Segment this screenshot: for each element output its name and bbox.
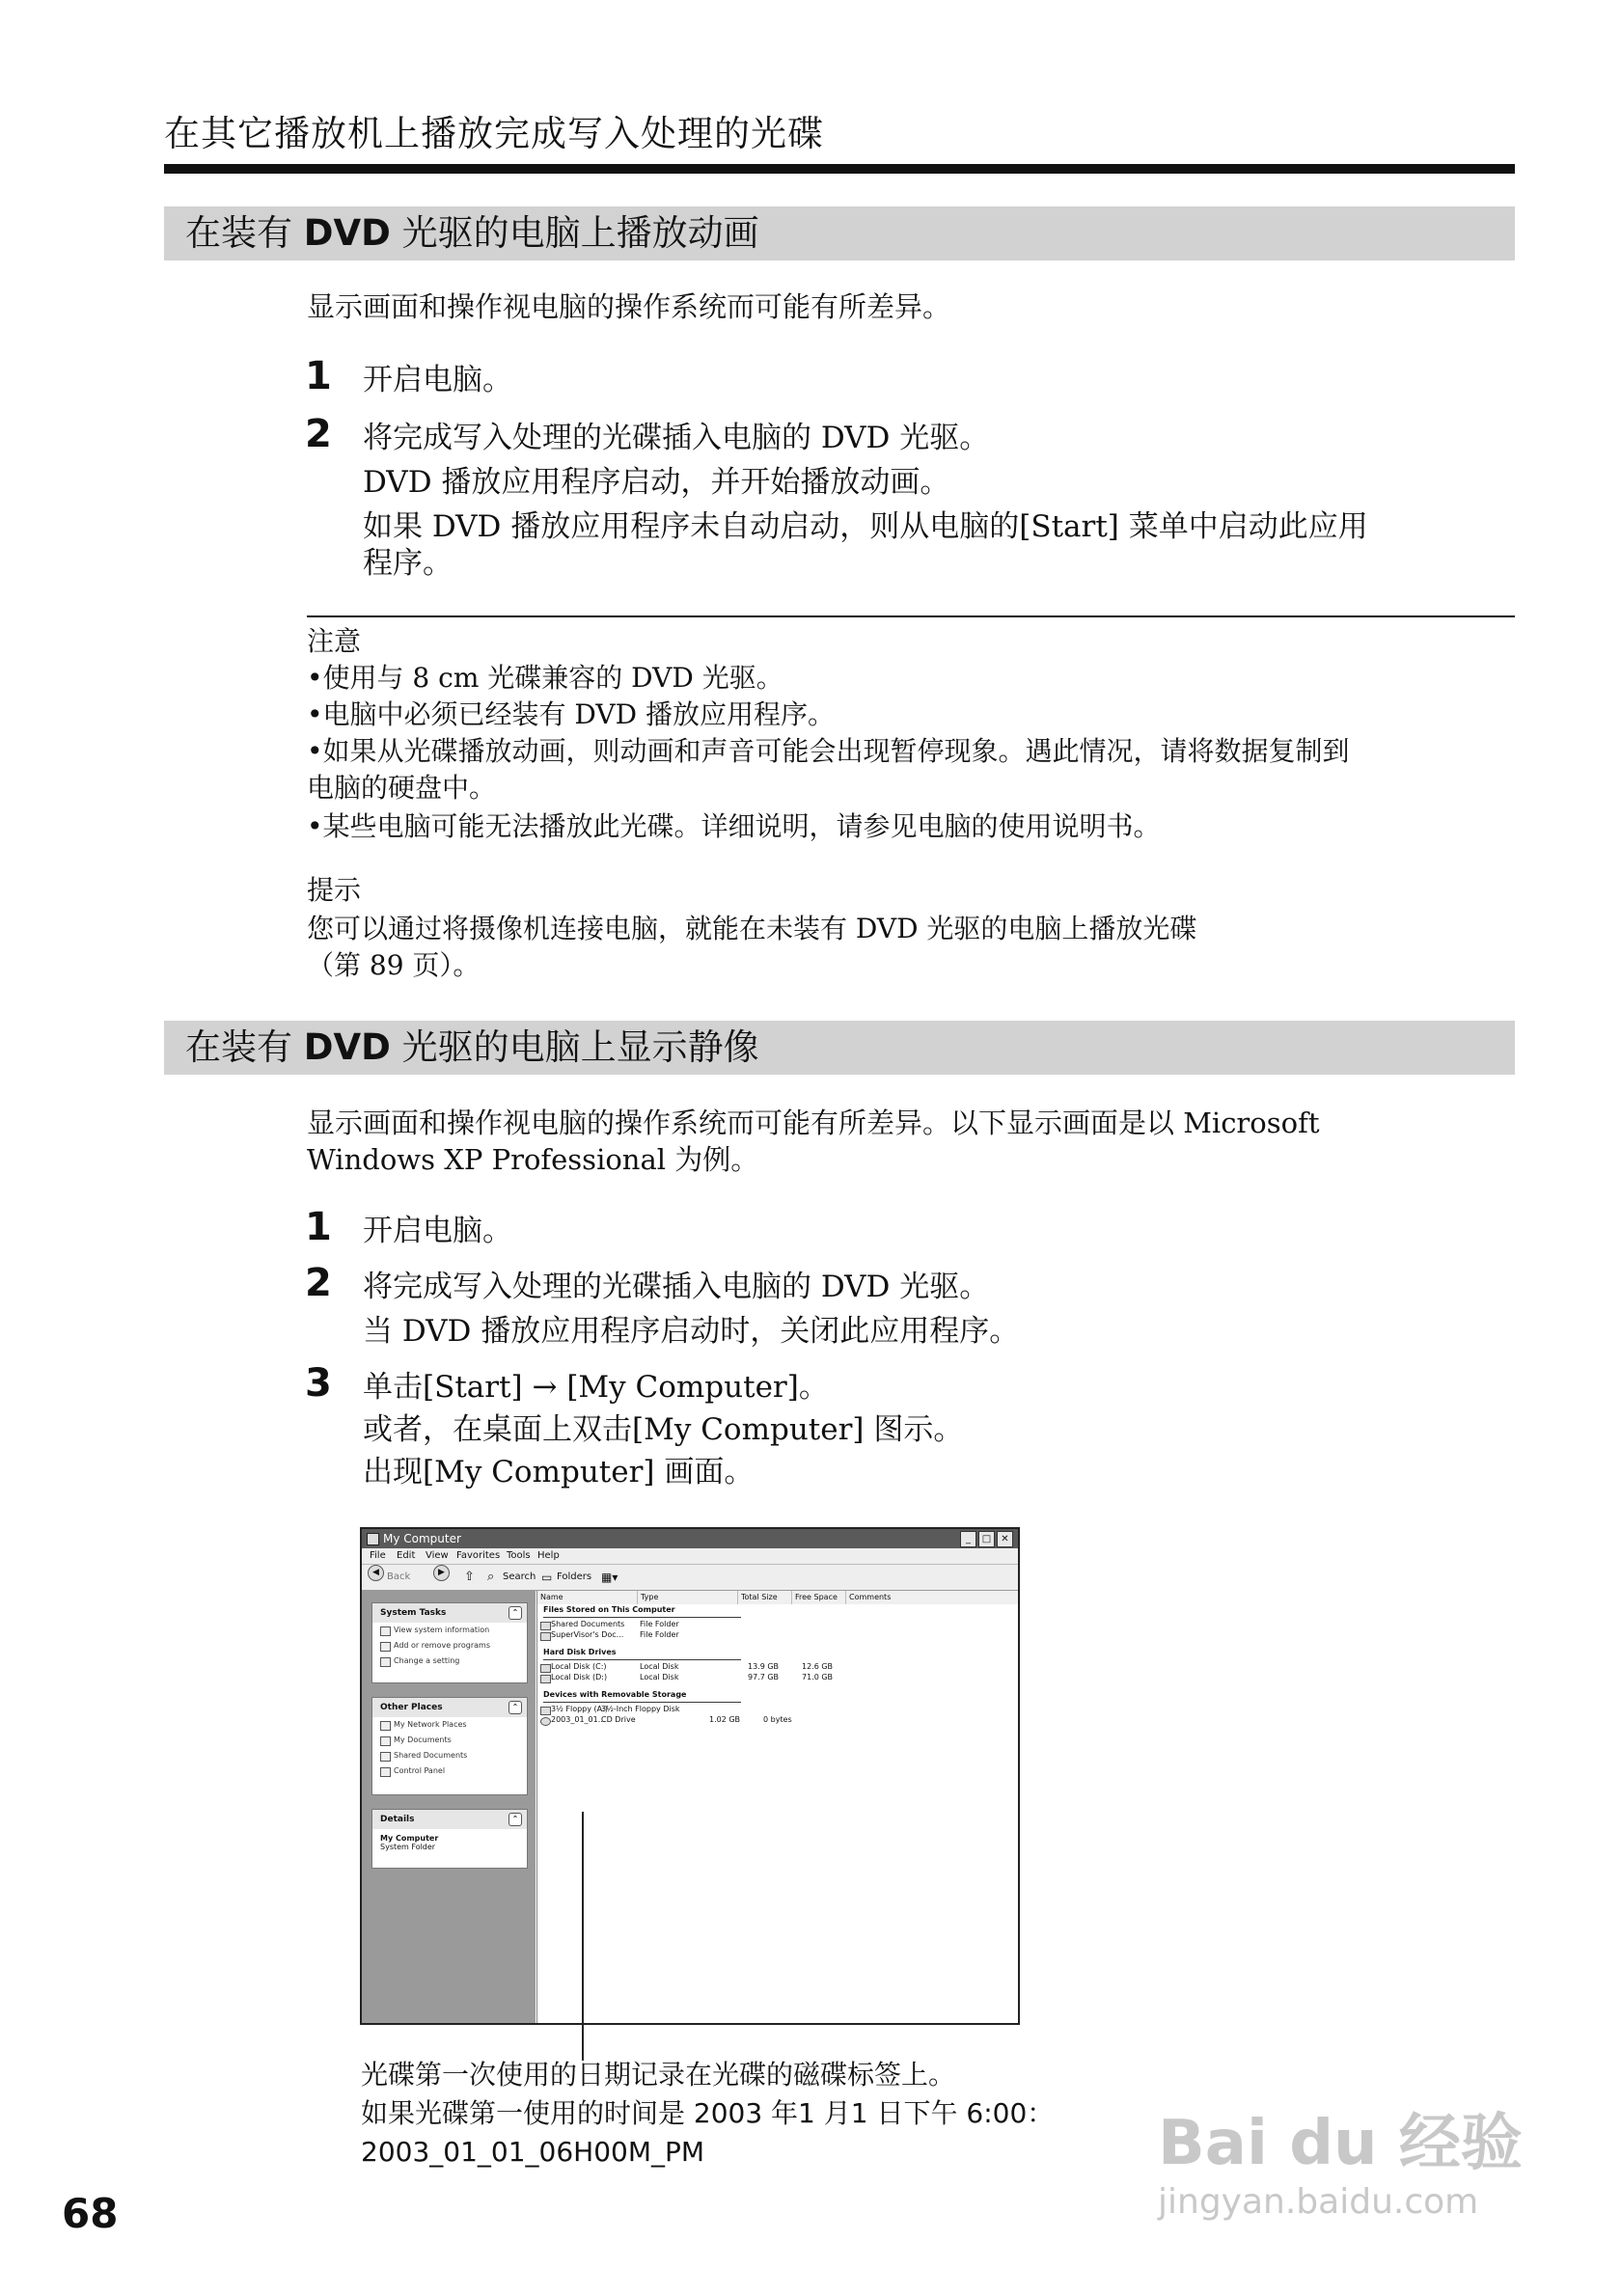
menu-tools[interactable]: Tools: [507, 1550, 531, 1561]
folders-icon[interactable]: ▭: [541, 1571, 553, 1584]
system-tasks-panel: [371, 1602, 528, 1683]
column-header-free-space[interactable]: Free Space: [792, 1591, 846, 1604]
row-type: 3½-Inch Floppy Disk: [601, 1705, 680, 1713]
row-name[interactable]: 3½ Floppy (A:): [551, 1705, 608, 1713]
folder-icon: [540, 1622, 551, 1630]
cd-drive-icon: [540, 1717, 551, 1726]
place-link[interactable]: Shared Documents: [372, 1748, 527, 1763]
panel-header[interactable]: Details ⌃: [372, 1810, 527, 1829]
tips-heading: 提示: [307, 874, 362, 906]
baidu-watermark-url: jingyan.baidu.com: [1158, 2182, 1479, 2222]
column-header-comments[interactable]: Comments: [846, 1591, 1020, 1604]
place-link[interactable]: Control Panel: [372, 1763, 527, 1779]
menu-bar: [362, 1548, 1018, 1565]
back-arrow-icon[interactable]: ◀: [368, 1565, 384, 1581]
caption-line: 光碟第一次使用的日期记录在光碟的磁碟标签上。: [361, 2059, 956, 2091]
folder-icon: [380, 1736, 391, 1746]
group-header: Devices with Removable Storage: [543, 1690, 687, 1699]
programs-icon: [380, 1642, 391, 1652]
step-number: 2: [305, 1261, 332, 1305]
menu-edit[interactable]: Edit: [397, 1550, 416, 1561]
step-text: 或者，在桌面上双击[My Computer] 图示。: [363, 1412, 964, 1447]
folders-button-label[interactable]: Folders: [557, 1572, 592, 1582]
step-number: 3: [305, 1361, 332, 1406]
place-link[interactable]: My Network Places: [372, 1717, 527, 1733]
row-type: Local Disk: [640, 1673, 679, 1681]
row-name[interactable]: Local Disk (D:): [551, 1673, 608, 1681]
note-item: 电脑的硬盘中。: [307, 772, 497, 804]
row-total-size: 1.02 GB: [709, 1715, 741, 1724]
menu-view[interactable]: View: [426, 1550, 449, 1561]
step-text: 将完成写入处理的光碟插入电脑的 DVD 光驱。: [363, 421, 990, 455]
group-rule: [543, 1659, 741, 1660]
baidu-watermark-logo: Bai du 经验: [1158, 2108, 1523, 2179]
computer-icon: [367, 1533, 379, 1545]
task-link[interactable]: Change a setting: [372, 1654, 527, 1669]
row-name[interactable]: Local Disk (C:): [551, 1662, 607, 1671]
note-item: •某些电脑可能无法播放此光碟。详细说明，请参见电脑的使用说明书。: [307, 810, 1161, 842]
step-text: 如果 DVD 播放应用程序未自动启动，则从电脑的[Start] 菜单中启动此应用: [363, 509, 1368, 544]
task-pane: [362, 1591, 536, 2023]
section-2-title: 在装有 DVD 光驱的电脑上显示静像: [185, 1026, 759, 1068]
up-folder-icon[interactable]: ⇧: [464, 1570, 475, 1584]
toolbar: [362, 1565, 1018, 1591]
window-titlebar: [362, 1529, 1018, 1548]
callout-leader-line: [582, 1812, 584, 2061]
step-text: 将完成写入处理的光碟插入电脑的 DVD 光驱。: [363, 1270, 990, 1304]
row-name[interactable]: SuperVisor's Doc...: [551, 1630, 624, 1639]
group-rule: [543, 1702, 741, 1703]
hard-disk-icon: [540, 1664, 551, 1673]
search-icon[interactable]: ⌕: [487, 1570, 495, 1584]
note-item: •使用与 8 cm 光碟兼容的 DVD 光驱。: [307, 662, 783, 694]
menu-file[interactable]: File: [370, 1550, 386, 1561]
group-header: Hard Disk Drives: [543, 1648, 617, 1656]
details-panel: [371, 1809, 528, 1869]
hard-disk-icon: [540, 1675, 551, 1683]
floppy-icon: [540, 1707, 551, 1715]
other-places-panel: [371, 1697, 528, 1795]
info-icon: [380, 1626, 391, 1636]
step-number: 1: [305, 354, 332, 398]
notes-heading: 注意: [307, 625, 362, 657]
file-list: [536, 1591, 1019, 2023]
folder-icon: [540, 1632, 551, 1641]
settings-icon: [380, 1657, 391, 1667]
network-icon: [380, 1721, 391, 1731]
notes-rule: [307, 615, 1515, 617]
search-button-label[interactable]: Search: [503, 1572, 536, 1582]
step-number: 2: [305, 412, 332, 456]
tips-text: 您可以通过将摄像机连接电脑，就能在未装有 DVD 光驱的电脑上播放光碟: [307, 913, 1197, 944]
row-free-space: 0 bytes: [763, 1715, 792, 1724]
section-1-title: 在装有 DVD 光驱的电脑上播放动画: [185, 212, 759, 254]
control-panel-icon: [380, 1767, 391, 1777]
row-name[interactable]: Shared Documents: [551, 1620, 625, 1628]
details-type: System Folder: [380, 1843, 436, 1851]
menu-help[interactable]: Help: [537, 1550, 560, 1561]
section-2-intro: 显示画面和操作视电脑的操作系统而可能有所差异。以下显示画面是以 Microsoft: [307, 1107, 1320, 1139]
tips-text: （第 89 页）。: [307, 949, 481, 981]
row-free-space: 71.0 GB: [802, 1673, 834, 1681]
place-link[interactable]: My Documents: [372, 1733, 527, 1748]
folder-icon: [380, 1752, 391, 1762]
row-type: File Folder: [640, 1630, 679, 1639]
step-text: 开启电脑。: [363, 1214, 512, 1248]
close-icon[interactable]: ✕: [997, 1531, 1013, 1547]
row-type: Local Disk: [640, 1662, 679, 1671]
section-2-intro: Windows XP Professional 为例。: [307, 1143, 759, 1176]
column-header-type[interactable]: Type: [638, 1591, 738, 1604]
step-text: DVD 播放应用程序启动，并开始播放动画。: [363, 465, 950, 500]
step-text: 当 DVD 播放应用程序启动时，关闭此应用程序。: [363, 1314, 1020, 1349]
menu-favorites[interactable]: Favorites: [456, 1550, 501, 1561]
back-button-label[interactable]: Back: [387, 1572, 411, 1582]
caption-line: 如果光碟第一使用的时间是 2003 年1 月1 日下午 6:00：: [361, 2097, 1055, 2129]
step-text: 出现[My Computer] 画面。: [363, 1455, 755, 1490]
caption-filename: 2003_01_01_06H00M_PM: [361, 2136, 705, 2168]
row-type: File Folder: [640, 1620, 679, 1628]
panel-header[interactable]: Other Places ⌃: [372, 1698, 527, 1717]
group-header: Files Stored on This Computer: [543, 1605, 675, 1614]
collapse-icon[interactable]: ⌃: [508, 1813, 522, 1826]
running-title: 在其它播放机上播放完成写入处理的光碟: [164, 113, 824, 154]
row-total-size: 13.9 GB: [748, 1662, 780, 1671]
note-item: •如果从光碟播放动画，则动画和声音可能会出现暂停现象。遇此情况，请将数据复制到: [307, 735, 1350, 767]
row-name[interactable]: 2003_01_01...: [551, 1715, 606, 1724]
panel-header[interactable]: System Tasks ⌃: [372, 1603, 527, 1623]
collapse-icon[interactable]: ⌃: [508, 1606, 522, 1620]
note-item: •电脑中必须已经装有 DVD 播放应用程序。: [307, 698, 835, 730]
group-rule: [543, 1617, 741, 1618]
step-text: 程序。: [363, 546, 453, 581]
column-header-total-size[interactable]: Total Size: [738, 1591, 792, 1604]
step-number: 1: [305, 1205, 332, 1249]
section-1-intro: 显示画面和操作视电脑的操作系统而可能有所差异。: [307, 290, 951, 323]
collapse-icon[interactable]: ⌃: [508, 1701, 522, 1714]
row-free-space: 12.6 GB: [802, 1662, 834, 1671]
row-type: CD Drive: [601, 1715, 636, 1724]
column-header-name[interactable]: Name: [537, 1591, 638, 1604]
my-computer-window-screenshot: [360, 1527, 1020, 2025]
forward-arrow-icon[interactable]: ▶: [433, 1565, 450, 1581]
task-link[interactable]: Add or remove programs: [372, 1638, 527, 1654]
page-number: 68: [62, 2190, 119, 2237]
step-text: 单击[Start] → [My Computer]。: [363, 1370, 829, 1405]
step-text: 开启电脑。: [363, 363, 512, 397]
row-total-size: 97.7 GB: [748, 1673, 780, 1681]
details-name: My Computer: [380, 1834, 439, 1843]
task-link[interactable]: View system information: [372, 1623, 527, 1638]
maximize-icon[interactable]: □: [978, 1531, 995, 1547]
views-icon[interactable]: ▦▾: [601, 1571, 618, 1584]
minimize-icon[interactable]: _: [960, 1531, 976, 1547]
window-title: My Computer: [383, 1532, 461, 1545]
header-rule: [164, 164, 1515, 174]
